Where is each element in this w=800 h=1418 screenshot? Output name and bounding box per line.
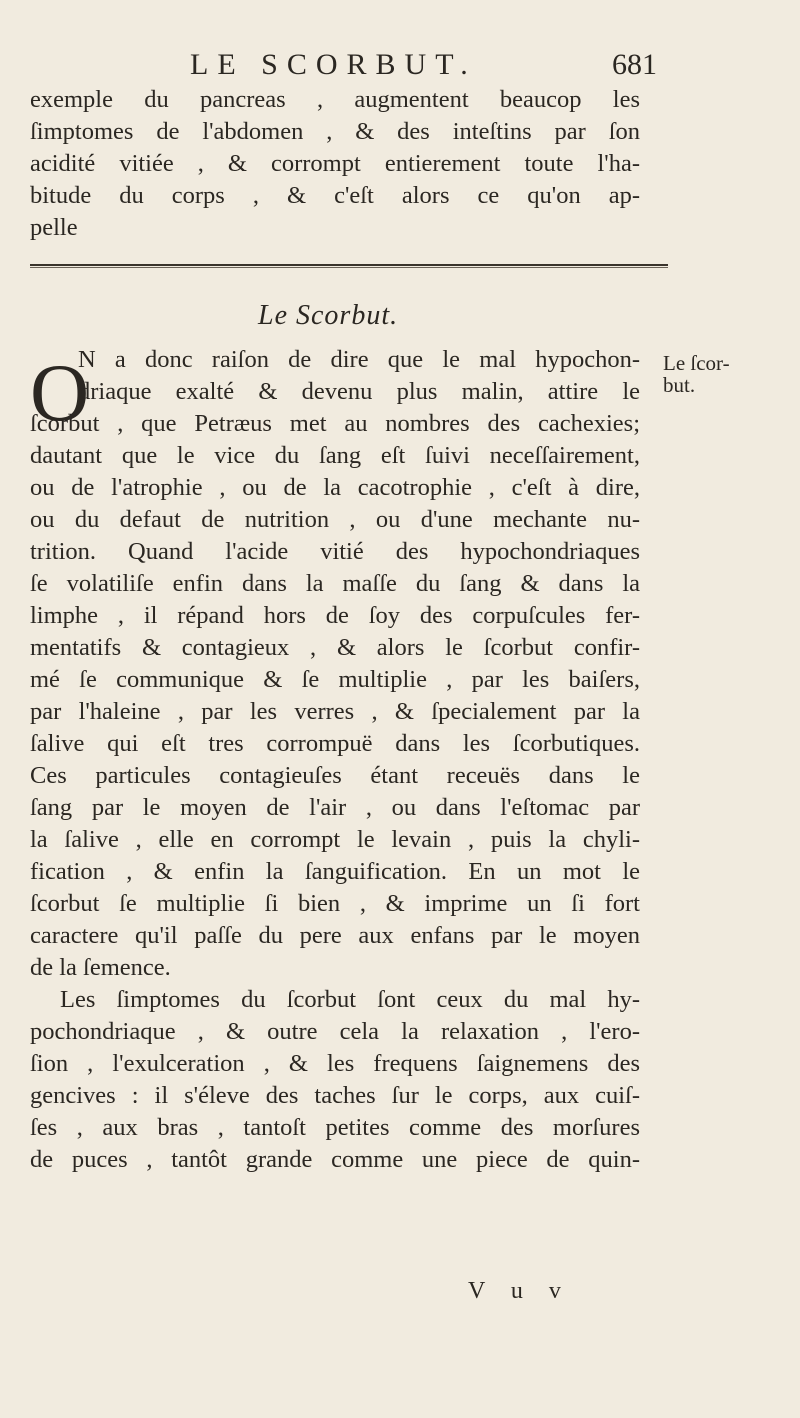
margin-note-line: but. <box>663 373 696 397</box>
text-line: ſe volatiliſe enfin dans la maſſe du ſang & dans la <box>30 570 640 597</box>
text-line: Les ſimptomes du ſcorbut ſont ceux du mal hy- <box>60 986 640 1013</box>
text-line: ſalive qui eſt tres corrompuë dans les ſcorbutiques. <box>30 730 640 757</box>
main-paragraph <box>30 344 640 1176</box>
text-line: ou du defaut de nutrition , ou d'une mechante nu- <box>30 506 640 533</box>
running-title: LE SCORBUT. <box>190 48 477 81</box>
catchword: V u v <box>468 1278 571 1304</box>
section-title: Le Scorbut. <box>258 300 399 331</box>
text-line: ſimptomes de l'abdomen , & des inteſtins par ſon <box>30 118 640 145</box>
text-line: gencives : il s'éleve des taches ſur le corps, aux cuiſ- <box>30 1082 640 1109</box>
text-line: limphe , il répand hors de ſoy des corpuſcules fer- <box>30 602 640 629</box>
text-line: ſcorbut , que Petræus met au nombres des cachexies; <box>30 410 640 437</box>
top-paragraph <box>30 84 640 244</box>
text-line: ſang par le moyen de l'air , ou dans l'eſtomac par <box>30 794 640 821</box>
drop-cap: O <box>30 347 90 438</box>
section-rule <box>30 264 668 266</box>
text-line: dautant que le vice du ſang eſt ſuivi neceſſairement, <box>30 442 640 469</box>
text-line: mentatifs & contagieux , & alors le ſcorbut confir- <box>30 634 640 661</box>
text-line: par l'haleine , par les verres , & ſpecialement par la <box>30 698 640 725</box>
text-line: de la ſemence. <box>30 954 171 981</box>
text-line: driaque exalté & devenu plus malin, attire le <box>78 378 640 405</box>
text-line: ſes , aux bras , tantoſt petites comme des morſures <box>30 1114 640 1141</box>
text-line: ſion , l'exulceration , & les frequens ſaignemens des <box>30 1050 640 1077</box>
page-number: 681 <box>612 48 657 81</box>
page-header <box>0 48 800 88</box>
text-line: caractere qu'il paſſe du pere aux enfans par le moyen <box>30 922 640 949</box>
text-line: exemple du pancreas , augmentent beaucop les <box>30 86 640 113</box>
margin-note-line: Le ſcor- <box>663 351 730 375</box>
text-line: pelle <box>30 214 78 241</box>
text-line: pochondriaque , & outre cela la relaxation , l'ero- <box>30 1018 640 1045</box>
text-line: de puces , tantôt grande comme une piece de quin- <box>30 1146 640 1173</box>
margin-note <box>663 352 730 396</box>
text-line: mé ſe communique & ſe multiplie , par les baiſers, <box>30 666 640 693</box>
text-line: Ces particules contagieuſes étant receuës dans le <box>30 762 640 789</box>
text-line: fication , & enfin la ſanguification. En un mot le <box>30 858 640 885</box>
text-line: ou de l'atrophie , ou de la cacotrophie , c'eſt à dire, <box>30 474 640 501</box>
section-rule-thin <box>30 267 668 268</box>
text-line: N a donc raiſon de dire que le mal hypochon- <box>78 346 640 373</box>
text-line: la ſalive , elle en corrompt le levain , puis la chyli- <box>30 826 640 853</box>
text-line: ſcorbut ſe multiplie ſi bien , & imprime un ſi fort <box>30 890 640 917</box>
text-line: trition. Quand l'acide vitié des hypochondriaques <box>30 538 640 565</box>
text-line: bitude du corps , & c'eſt alors ce qu'on ap- <box>30 182 640 209</box>
text-line: acidité vitiée , & corrompt entierement toute l'ha- <box>30 150 640 177</box>
